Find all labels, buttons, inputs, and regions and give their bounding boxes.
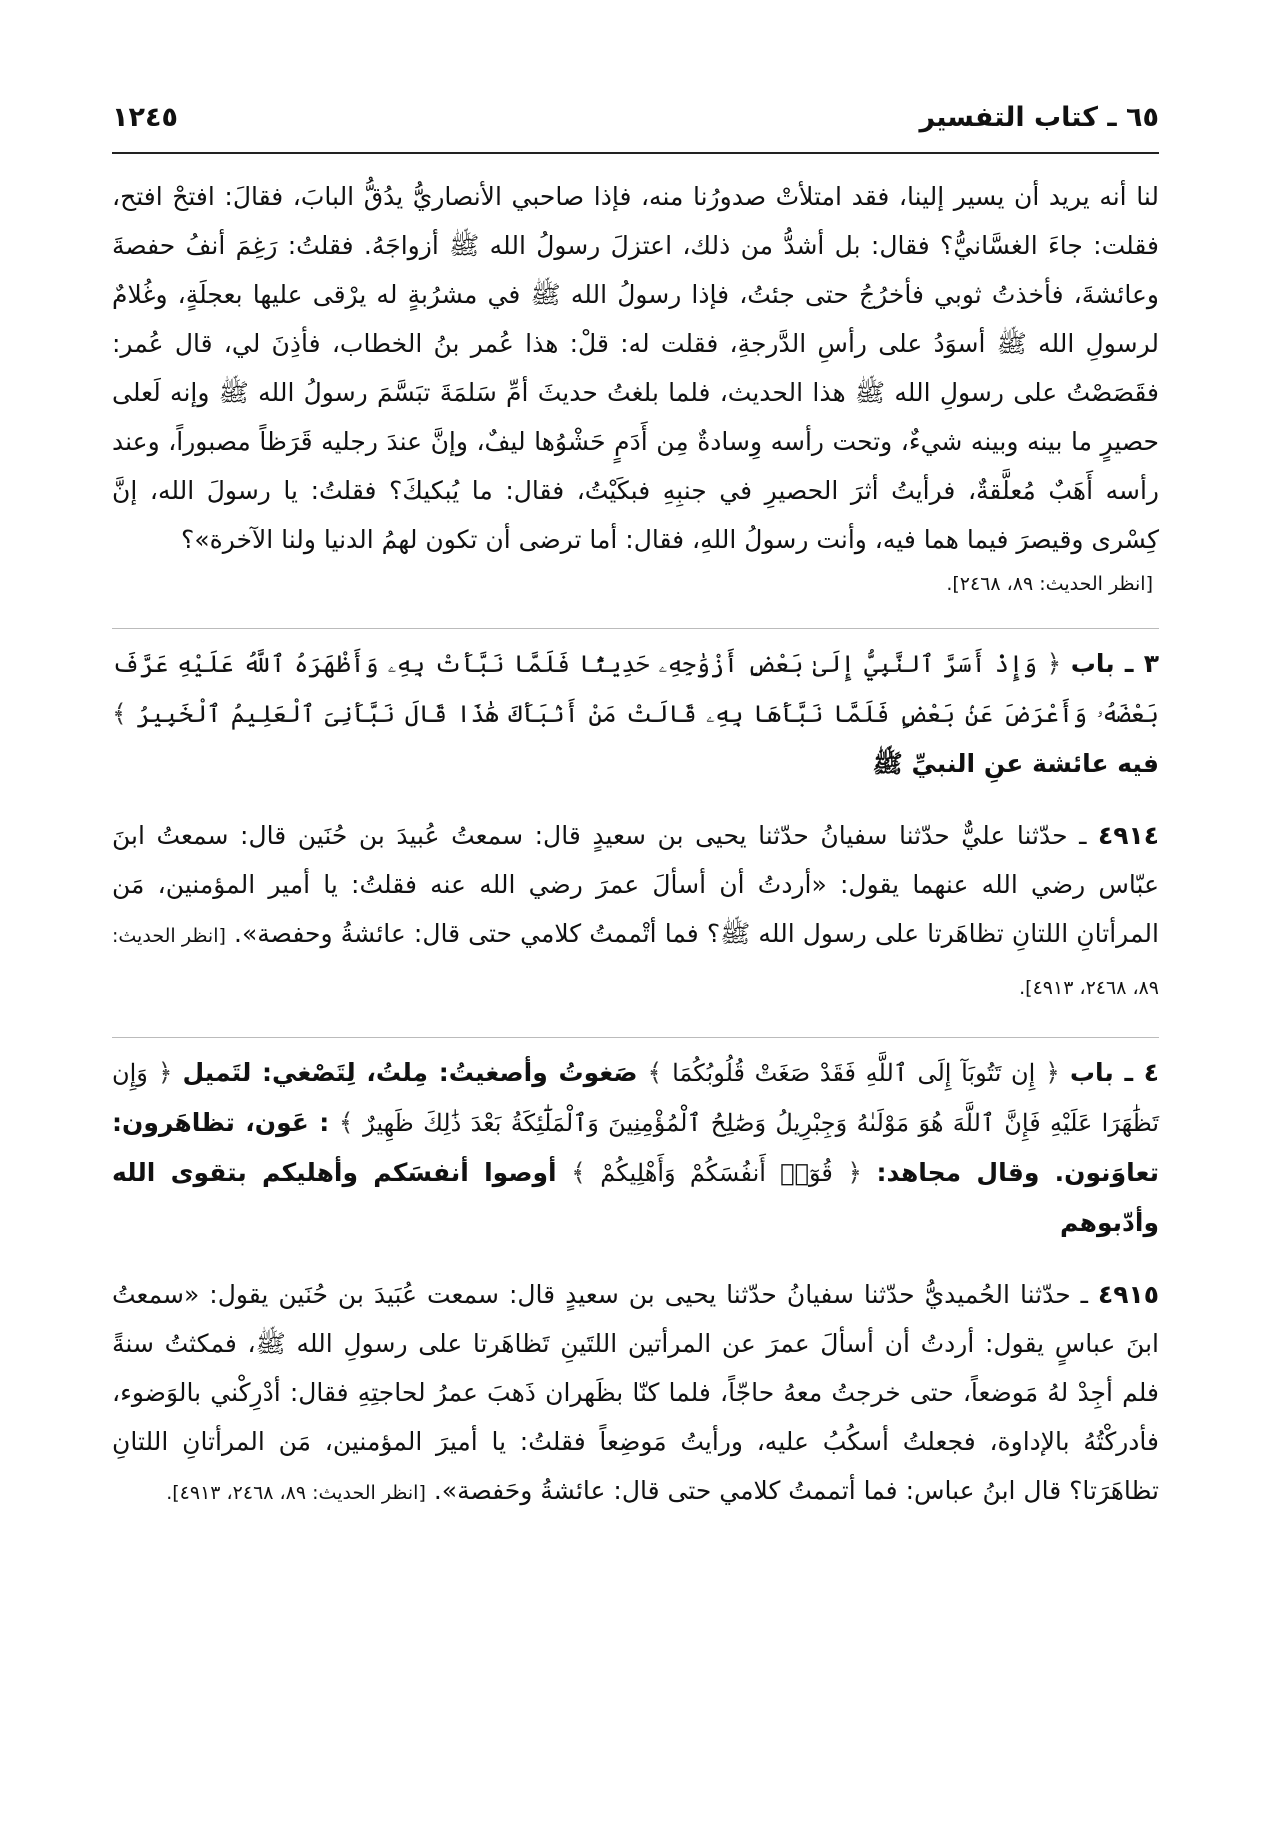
- quran-close-bracket: ﴾: [338, 1108, 354, 1137]
- quran-open-bracket: ﴿: [1045, 1058, 1060, 1087]
- continuation-text: لنا أنه يريد أن يسير إلينا، فقد امتلأتْ صدورُنا منه، فإذا صاحبي الأنصاريُّ يدُقُّ البابَ، فقالَ: افتحْ افتح، فقلت: جاءَ الغسَّانيُّ؟ فقال: بل أشدُّ من ذلك، اعتزلَ رسولُ الله ﷺ أزواجَهُ. فقلتُ: رَغِمَ أنفُ حفصةَ وعائشةَ، فأخذتُ ثوبي فأخرُجُ حتى جئتُ، فإذا رسولُ الله ﷺ في مشرُبةٍ له يرْقى عليها بعجلَةٍ، وغُلامٌ لرسولِ الله ﷺ أسوَدُ على رأسِ الدَّرجةِ، فقلت له: قلْ: هذا عُمر بنُ الخطاب، فأذِنَ لي، قال عُمر: فقَصَصْتُ على رسولِ الله ﷺ هذا الحديث، فلما بلغتُ حديثَ أمِّ سَلمَةَ تبَسَّمَ رسولُ الله ﷺ وإنه لَعلى حصيرٍ ما بينه وبينه شيءٌ، وتحت رأسه وِسادةٌ مِن أَدَمٍ حَشْوُها ليفٌ، وإنَّ عندَ رجليه قَرَظاً مصبوراً، وعند رأسه أَهَبٌ مُعلَّقةٌ، فرأيتُ أثرَ الحصيرِ في جنبِهِ فبكَيْتُ، فقال: ما يُبكيكَ؟ فقلتُ: يا رسولَ الله، إنَّ كِسْرى وقيصرَ فيما هما فيه، وأنت رسولُ اللهِ، فقال: أما ترضى أن تكون لهمُ الدنيا ولنا الآخرة»؟: [112, 182, 1159, 554]
- chapter-4-label: ٤ ـ باب: [1069, 1058, 1159, 1087]
- page-body: [112, 172, 1159, 1518]
- hadith-reference: [انظر الحديث: ٨٩، ٢٤٦٨، ٤٩١٣].: [112, 925, 1159, 999]
- chapter-4-quran-verse-2: وَإِن تَظَٰهَرَا عَلَيْهِ فَإِنَّ ٱللَّهَ هُوَ مَوْلَىٰهُ وَجِبْرِيلُ وَصَٰلِحُ ٱلْمُؤْمِنِينَ وَٱلْمَلَٰٓئِكَةُ بَعْدَ ذَٰلِكَ ظَهِيرٌ: [112, 1059, 1160, 1137]
- chapter-4-quran-verse-3: قُوٓا۟ أَنفُسَكُمْ وَأَهْلِيكُمْ: [600, 1159, 833, 1187]
- chapter-4-gloss-3: أوصوا أنفسَكم وأهليكم بتقوى الله وأدّبوهم: [112, 1158, 1159, 1237]
- quran-close-bracket: ﴾: [647, 1058, 663, 1087]
- page-header: [112, 102, 1159, 150]
- quran-close-bracket: ﴾: [112, 699, 127, 728]
- hadith-text: ـ حدّثنا الحُميديُّ حدّثنا سفيانُ حدّثنا يحيى بن سعيدٍ قال: سمعت عُبَيدَ بن حُنَين يقول: «سمعتُ ابنَ عباسٍ يقول: أردتُ أن أسألَ عمرَ عن المرأتين اللتَينِ تَظاهَرتا على رسولِ الله ﷺ، فمكثتُ سنةً فلم أجِدْ لهُ مَوضعاً، حتى خرجتُ معهُ حاجّاً، فلما كنّا بظَهران ذَهبَ عمرُ لحاجتِهِ فقال: أدْرِكْني بالوَضوء، فأدركْتُهُ بالإداوة، فجعلتُ أسكُبُ عليه، ورأيتُ مَوضِعاً فقلتُ: يا أميرَ المؤمنين، مَن المرأتانِ اللتانِ تظاهَرَتا؟ قال ابنُ عباس: فما أتممتُ كلامي حتى قال: عائشةُ وحَفصة».: [112, 1280, 1159, 1505]
- chapter-3-label: ٣ ـ باب: [1070, 649, 1159, 678]
- chapter-3-heading: [112, 628, 1159, 789]
- chapter-4-gloss-2: : عَون، تظاهَرون: تعاوَنون. وقال مجاهد:: [112, 1108, 1159, 1187]
- chapter-3-quran-verse: وَإِذْ أَسَرَّ ٱلنَّبِيُّ إِلَىٰ بَعْضِ أَزْوَٰجِهِۦ حَدِيثًا فَلَمَّا نَبَّأَتْ بِهِۦ وَأَظْهَرَهُ ٱللَّهُ عَلَيْهِ عَرَّفَ بَعْضَهُۥ وَأَعْرَضَ عَنۢ بَعْضٍ فَلَمَّا نَبَّأَهَا بِهِۦ قَالَتْ مَنْ أَنۢبَأَكَ هَٰذَا قَالَ نَبَّأَنِىَ ٱلْعَلِيمُ ٱلْخَبِيرُ: [112, 650, 1159, 728]
- chapter-4-gloss-1: صَغوتُ وأصغيتُ: مِلتُ، لِتَصْغي: لتَميل: [182, 1058, 638, 1087]
- quran-open-bracket: ﴿: [1046, 649, 1062, 678]
- quran-close-bracket: ﴾: [571, 1158, 586, 1187]
- hadith-number: ٤٩١٤: [1097, 821, 1160, 850]
- chapter-3-note: فيه عائشة عنِ النبيِّ ﷺ: [872, 749, 1159, 778]
- hadith-reference: [انظر الحديث: ٨٩، ٢٤٦٨، ٤٩١٣].: [166, 1482, 426, 1504]
- hadith-4914: [112, 811, 1159, 1013]
- header-divider: [112, 152, 1159, 154]
- hadith-text: ـ حدّثنا عليٌّ حدّثنا سفيانُ حدّثنا يحيى بن سعيدٍ قال: سمعتُ عُبيدَ بن حُنَين قال: سمعتُ ابنَ عبّاس رضي الله عنهما يقول: «أردتُ أن أسألَ عمرَ رضي الله عنه فقلتُ: يا أمير المؤمنين، مَن المرأتانِ اللتانِ تظاهَرتا على رسول الله ﷺ؟ فما أتْممتُ كلامي حتى قال: عائشةُ وحفصة».: [112, 821, 1159, 948]
- quran-open-bracket: ﴿: [847, 1158, 862, 1187]
- hadith-number: ٤٩١٥: [1097, 1280, 1159, 1309]
- chapter-4-heading: [112, 1037, 1159, 1248]
- chapter-4-quran-verse-1: إِن تَتُوبَآ إِلَى ٱللَّهِ فَقَدْ صَغَتْ قُلُوبُكُمَا: [672, 1059, 1036, 1087]
- chapter-title: ٦٥ ـ كتاب التفسير: [919, 102, 1159, 133]
- page-number: ١٢٤٥: [112, 102, 178, 133]
- continuation-paragraph: [112, 172, 1159, 564]
- hadith-4915: [112, 1270, 1159, 1518]
- quran-open-bracket: ﴿: [157, 1058, 173, 1087]
- continuation-reference: [انظر الحديث: ٨٩، ٢٤٦٨].: [946, 573, 1153, 595]
